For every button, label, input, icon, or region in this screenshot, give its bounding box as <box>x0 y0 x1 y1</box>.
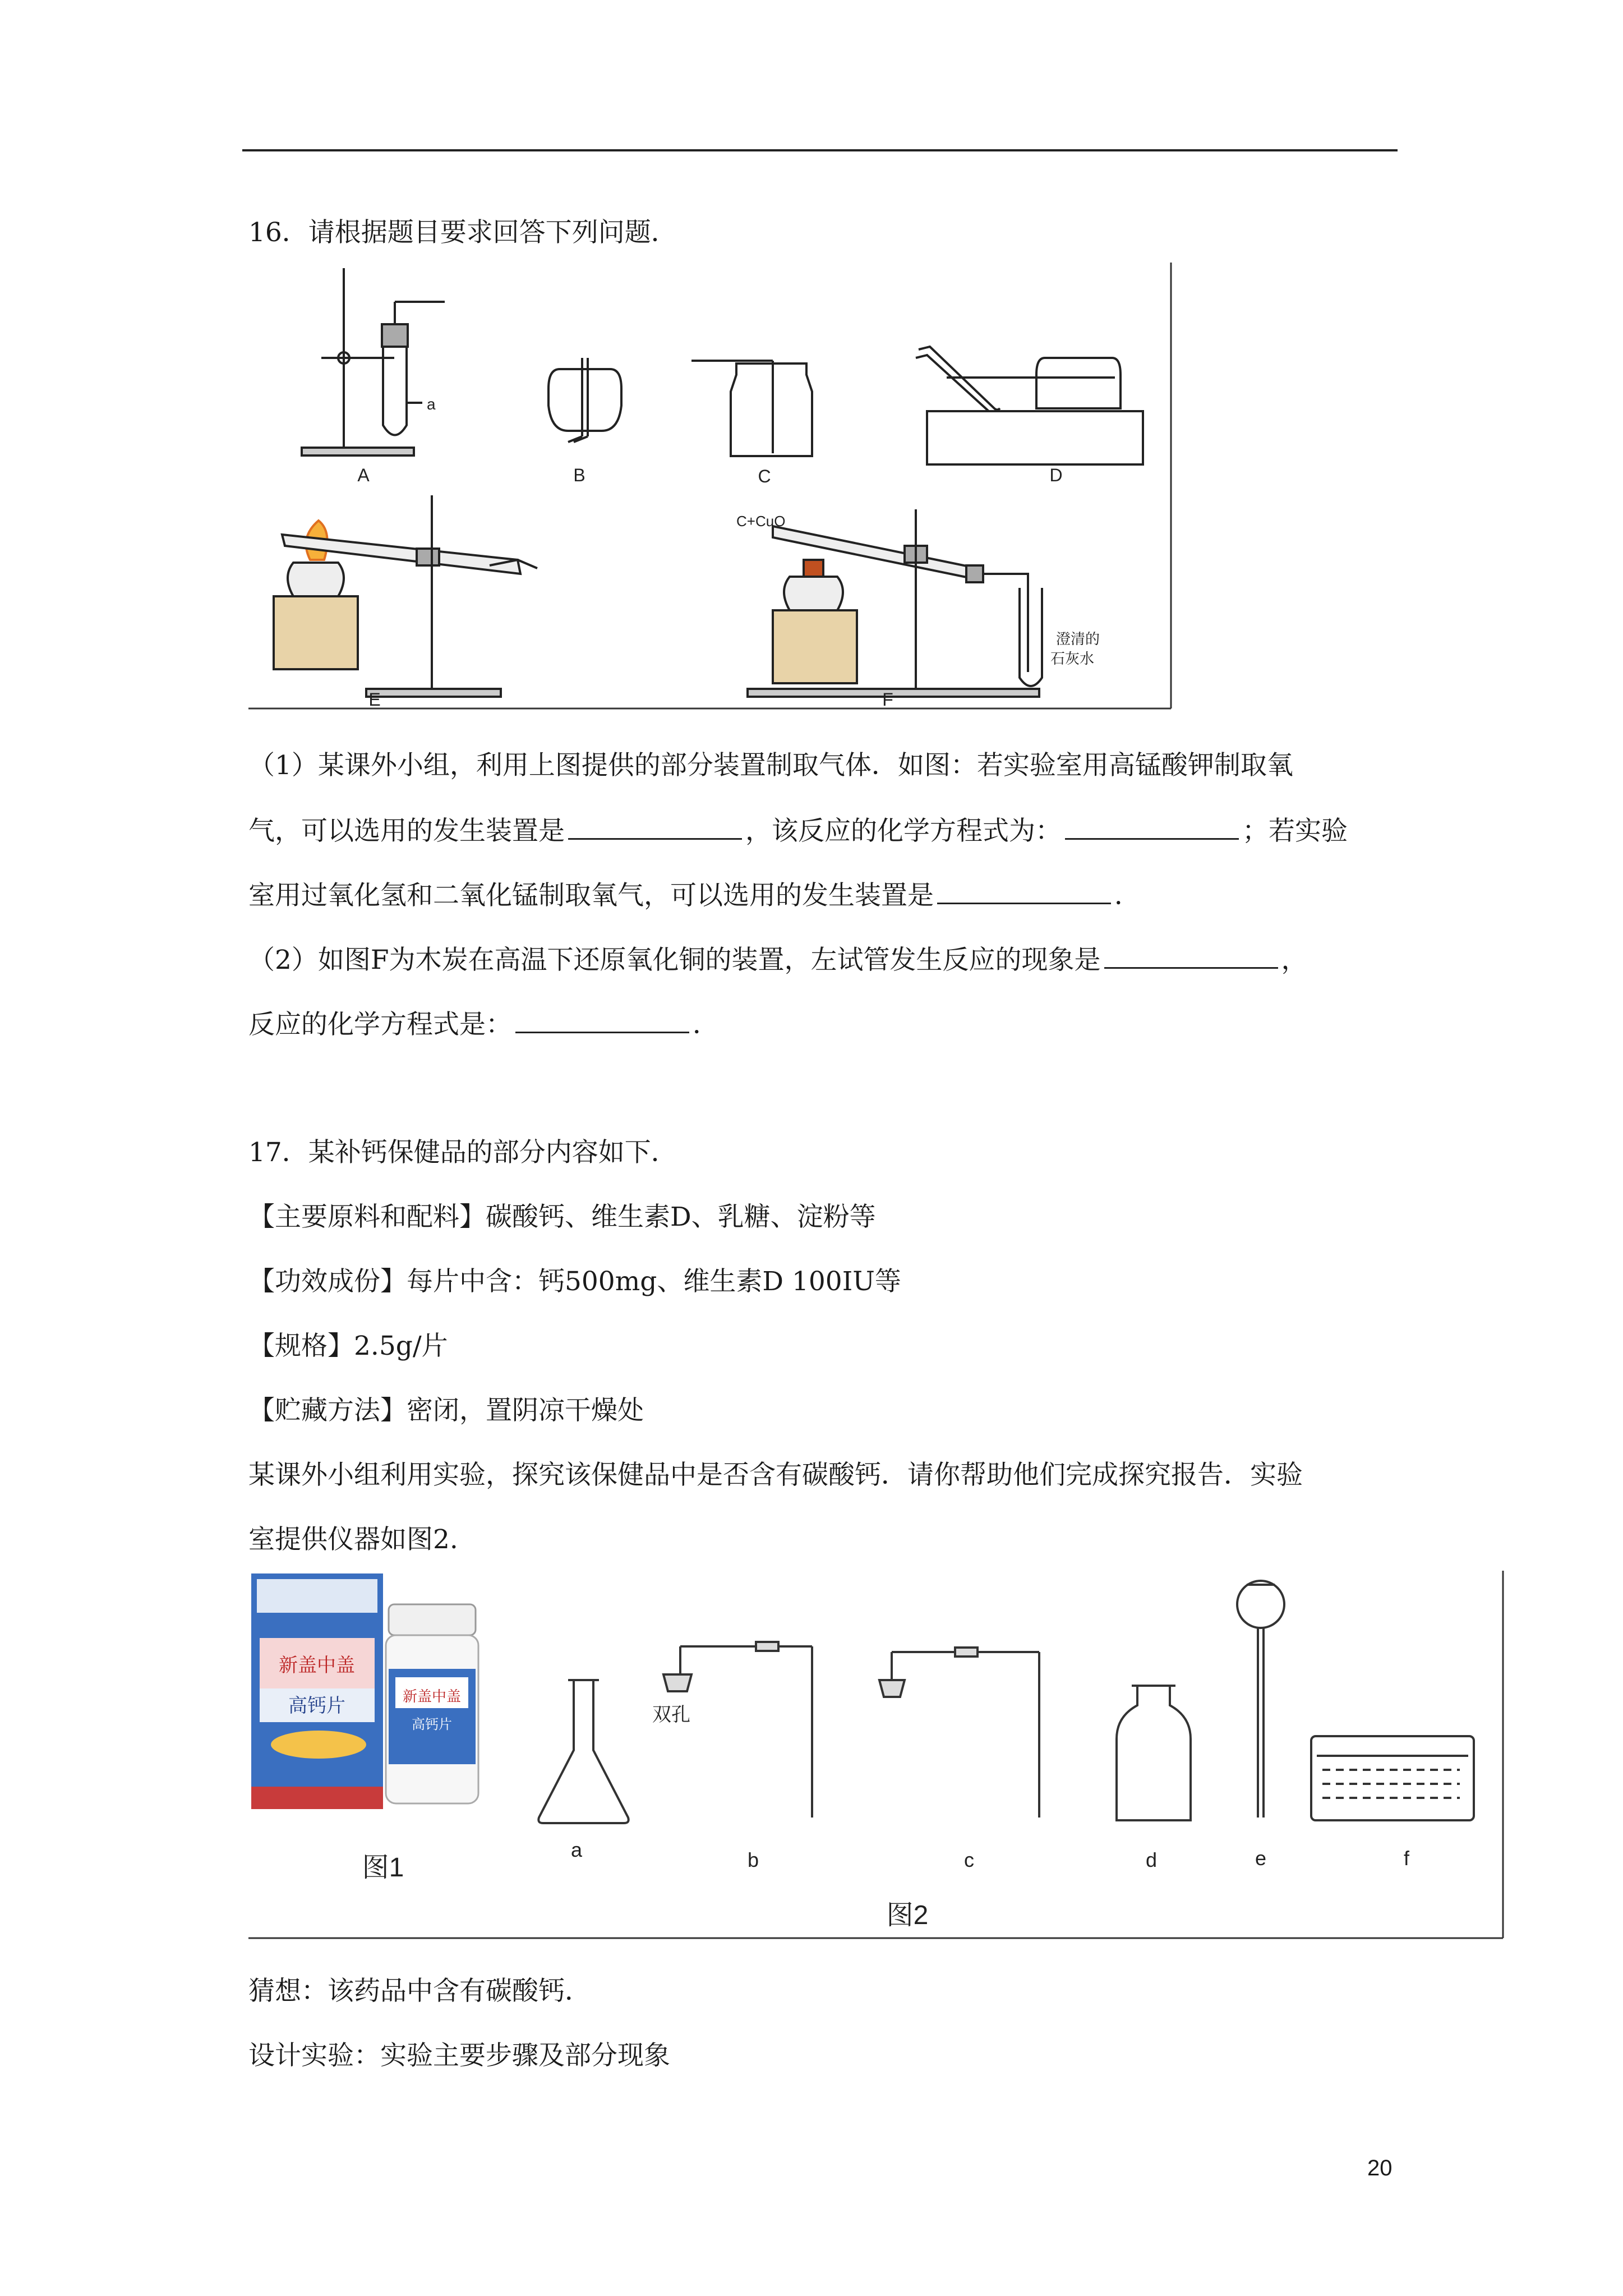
apparatus-e <box>274 495 537 697</box>
double-hole-label: 双孔 <box>652 1704 690 1726</box>
label-d: d <box>1145 1848 1158 1871</box>
q17-title: 17．某补钙保健品的部分内容如下． <box>248 1137 677 1168</box>
header-rule <box>242 149 1398 151</box>
fig1-label: 图1 <box>362 1853 404 1883</box>
answer-blank-5[interactable] <box>515 1007 689 1033</box>
label-a: a <box>570 1838 583 1861</box>
q17-intro-line1: 某课外小组利用实验，探究该保健品中是否含有碳酸钙．请你帮助他们完成探究报告．实验 <box>248 1460 1303 1490</box>
answer-blank-4[interactable] <box>1104 942 1278 969</box>
apparatus-b <box>548 358 621 442</box>
q16-apparatus-figure <box>248 263 1174 711</box>
page-number: 20 <box>1367 2156 1393 2180</box>
answer-blank-1[interactable] <box>568 813 742 840</box>
q17-efficacy: 【功效成份】每片中含：钙500mg、维生素D 100IU等 <box>248 1266 901 1297</box>
q16-title: 16．请根据题目要求回答下列问题． <box>248 217 677 248</box>
trough-f <box>1311 1736 1474 1820</box>
q17-spec: 【规格】2.5g/片 <box>248 1331 448 1361</box>
q16-p2-line2: 反应的化学方程式是： ． <box>248 1007 719 1042</box>
funnel-e <box>1237 1581 1284 1818</box>
label-B: B <box>573 465 585 485</box>
stopper-tube-b <box>663 1642 812 1818</box>
label-e: e <box>1255 1847 1267 1870</box>
apparatus-f <box>748 509 1042 697</box>
stopper-tube-c <box>879 1648 1039 1818</box>
label-E: E <box>368 689 381 710</box>
box-product: 高钙片 <box>288 1695 345 1717</box>
label-b: b <box>747 1848 759 1871</box>
answer-blank-2[interactable] <box>1065 813 1239 840</box>
q16-p2-line1: （2）如图F为木炭在高温下还原氧化铜的装置，左试管发生反应的现象是 ， <box>248 942 1308 977</box>
bottle-d <box>1117 1686 1191 1820</box>
label-D: D <box>1049 465 1063 485</box>
label-limewater-2: 石灰水 <box>1050 650 1095 667</box>
bottle-product: 高钙片 <box>412 1717 452 1732</box>
q17-ingredients: 【主要原料和配料】碳酸钙、维生素D、乳糖、淀粉等 <box>248 1202 876 1232</box>
label-a: a <box>427 395 436 413</box>
label-c-cuo: C+CuO <box>736 513 786 530</box>
flask-a <box>538 1680 628 1823</box>
apparatus-c <box>691 361 812 456</box>
fig2-label: 图2 <box>886 1901 929 1930</box>
box-brand: 新盖中盖 <box>279 1655 355 1676</box>
answer-blank-3[interactable] <box>937 878 1111 904</box>
q17-hypothesis: 猜想：该药品中含有碳酸钙． <box>248 1976 591 2007</box>
q16-p1-line1: （1）某课外小组，利用上图提供的部分装置制取气体．如图：若实验室用高锰酸钾制取氧 <box>248 750 1293 781</box>
q17-intro-line2: 室提供仪器如图2. <box>248 1524 458 1555</box>
q17-storage: 【贮藏方法】密闭，置阴凉干燥处 <box>248 1395 644 1426</box>
bottle-brand: 新盖中盖 <box>402 1688 462 1705</box>
label-f: f <box>1403 1847 1410 1870</box>
label-A: A <box>357 465 370 485</box>
q16-p1-line2: 气，可以选用的发生装置是 ，该反应的化学方程式为： ；若实验 <box>248 813 1348 848</box>
apparatus-a <box>302 268 445 455</box>
label-F: F <box>882 689 893 710</box>
label-c: c <box>964 1848 974 1871</box>
q17-instruments-figure <box>248 1571 1505 1941</box>
supplement-box <box>251 1573 383 1809</box>
q16-p1-line3: 室用过氧化氢和二氧化锰制取氧气，可以选用的发生装置是 ． <box>248 878 1141 913</box>
label-limewater-1: 澄清的 <box>1056 631 1100 647</box>
apparatus-d <box>916 347 1143 464</box>
label-C: C <box>758 466 771 486</box>
q17-design: 设计实验：实验主要步骤及部分现象 <box>248 2040 670 2071</box>
